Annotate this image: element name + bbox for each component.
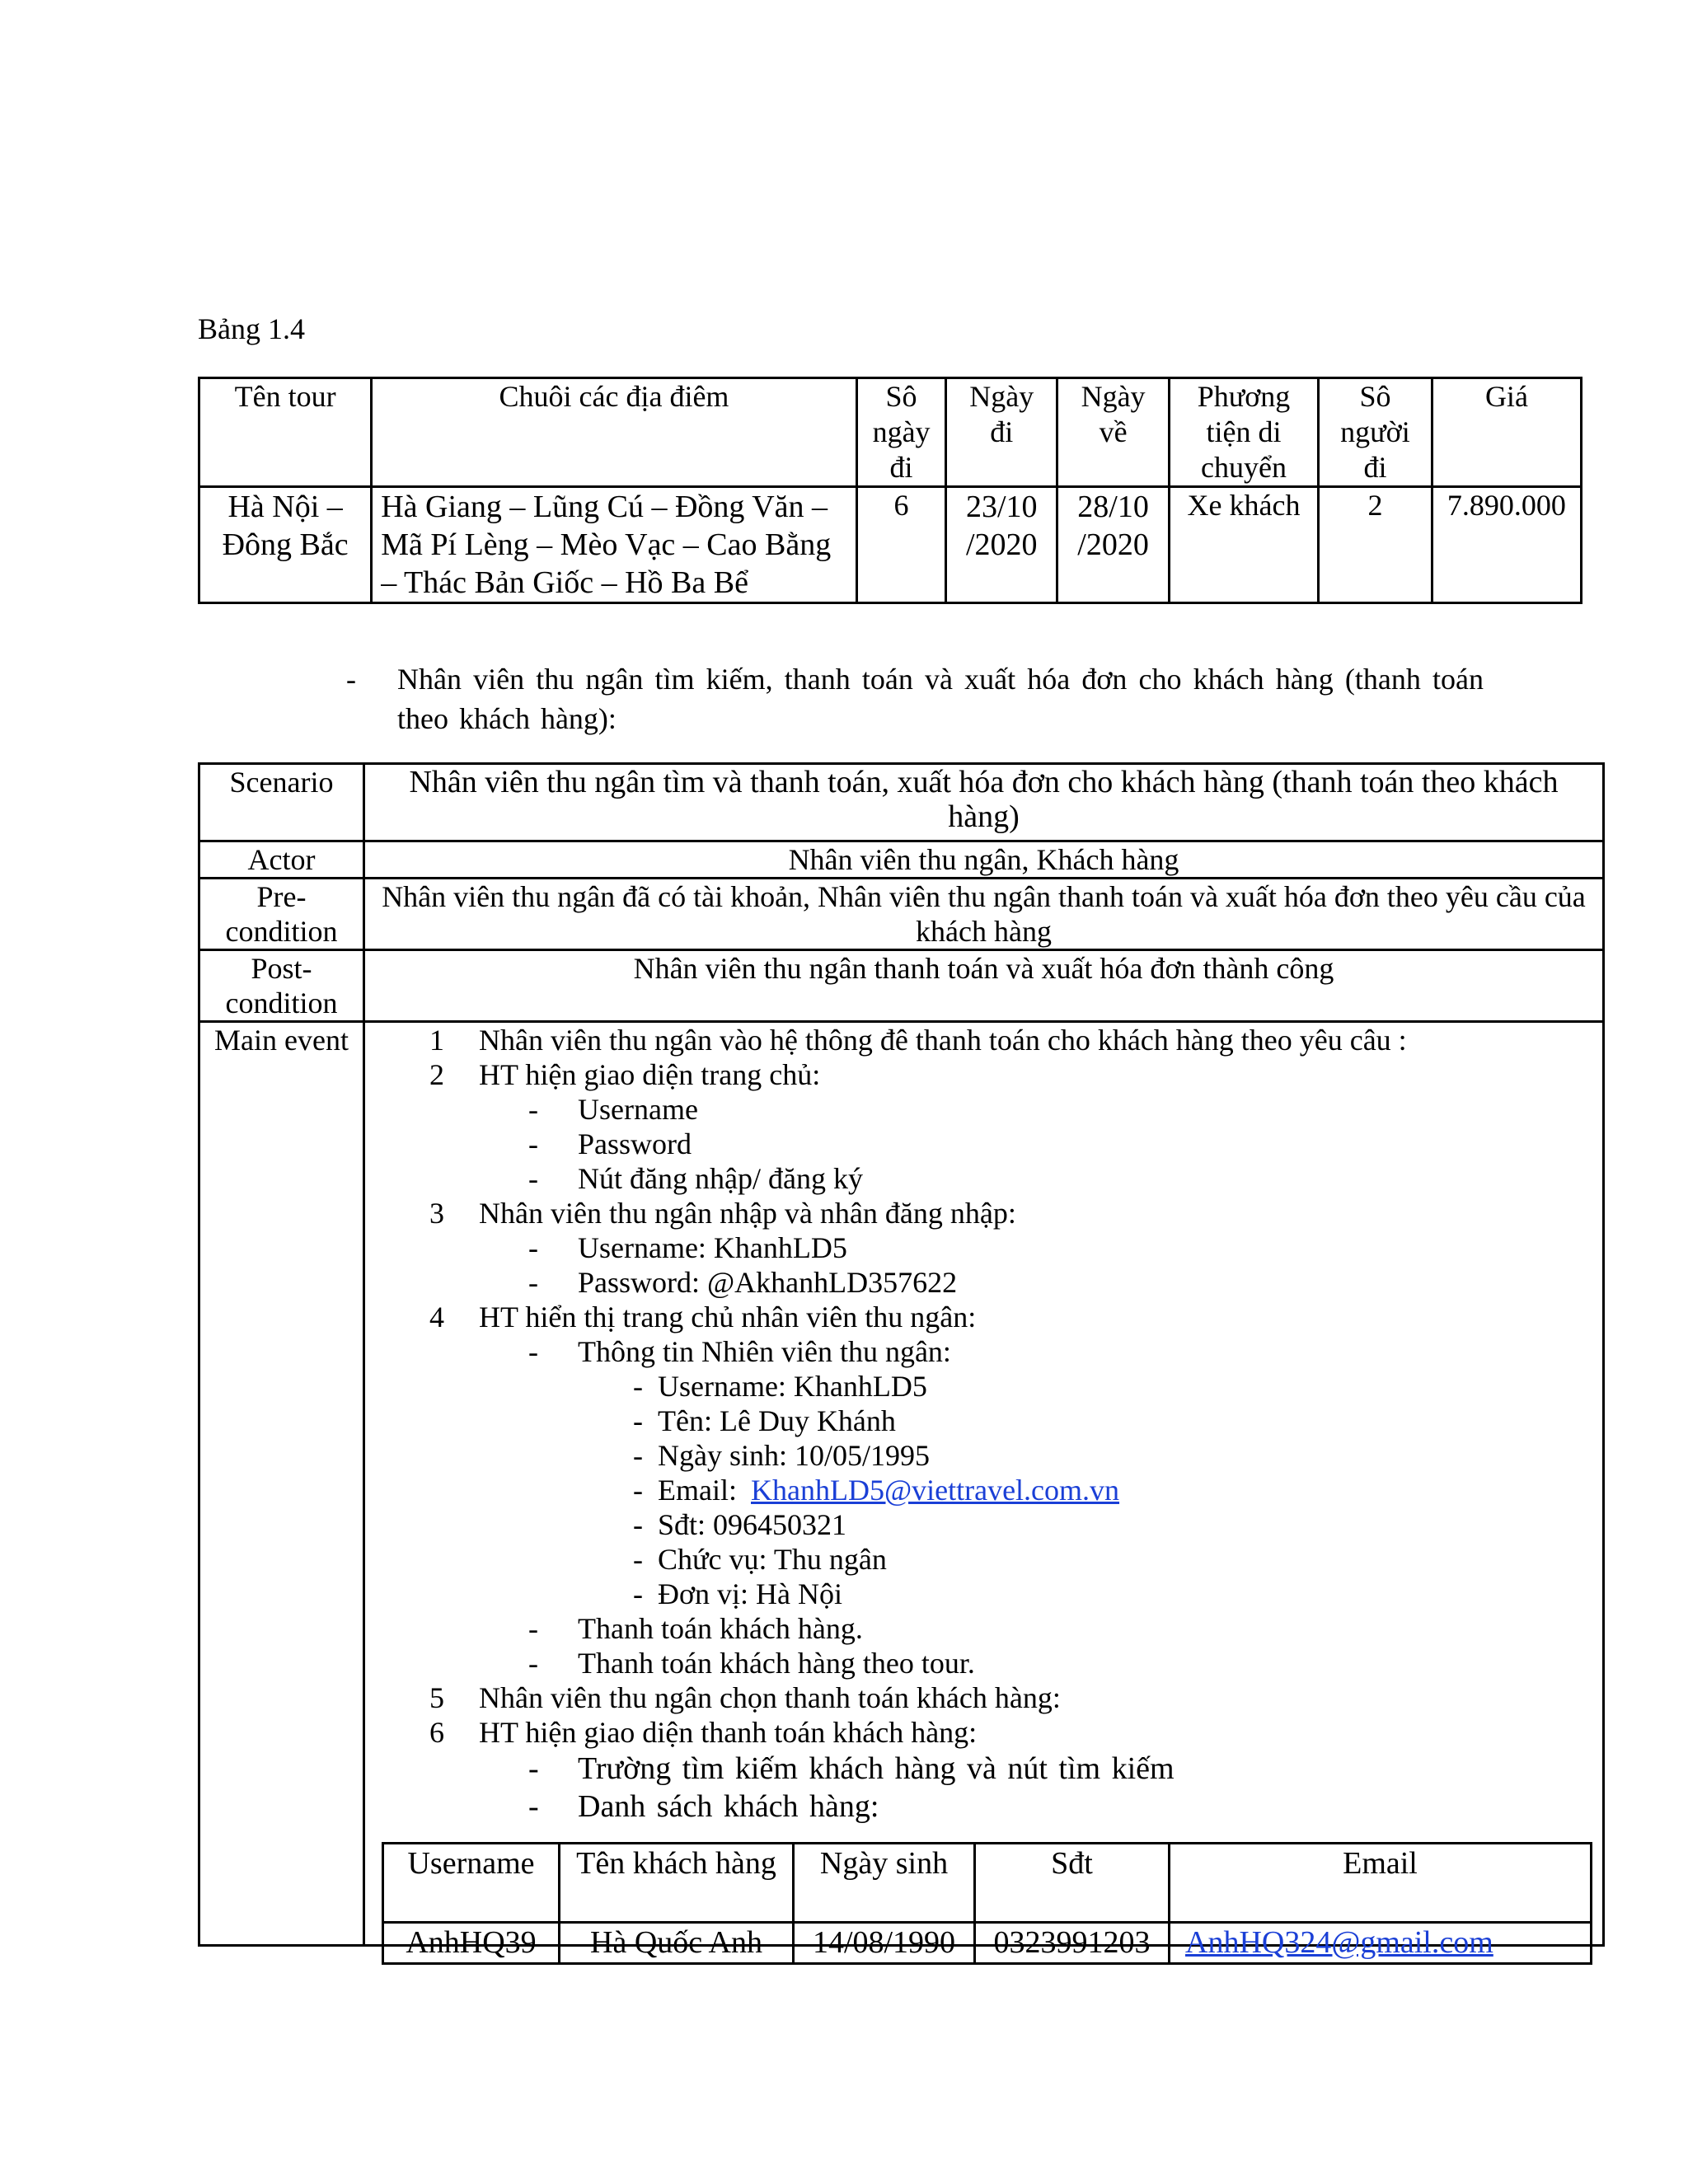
cell-chuoi: Hà Giang – Lũng Cú – Đồng Văn – Mã Pí Lèng – Mèo Vạc – Cao Bằng – Thác Bản Giốc – Hồ Ba Bể [372, 487, 857, 603]
dash: - [528, 1266, 538, 1299]
dash: - [528, 1751, 539, 1786]
dash: - [633, 1439, 643, 1472]
header-birthday: Ngày sinh [794, 1844, 975, 1923]
step-number: 6 [429, 1716, 444, 1749]
info-birthday: Ngày sinh: 10/05/1995 [658, 1439, 930, 1472]
tour-table [198, 377, 1582, 604]
dash: - [528, 1093, 538, 1126]
list-item: Thông tin Nhiên viên thu ngân: [578, 1335, 951, 1368]
step-text: HT hiện giao diện thanh toán khách hàng: [479, 1716, 978, 1749]
cell-customer-name: Hà Quốc Anh [560, 1923, 794, 1964]
customer-table [382, 1842, 1592, 1965]
header-customer-name: Tên khách hàng [560, 1844, 794, 1923]
cell-email [1170, 1923, 1592, 1964]
row-actor [199, 841, 1604, 879]
list-item: Password: @AkhanhLD357622 [578, 1266, 958, 1299]
main-event-content [364, 1022, 1604, 1960]
label-scenario: Scenario [199, 764, 364, 841]
list-item: Thanh toán khách hàng theo tour. [578, 1647, 975, 1680]
dash: - [633, 1508, 643, 1541]
dash: - [528, 1162, 538, 1195]
tour-header-row [199, 378, 1582, 487]
use-case-table [198, 762, 1605, 1960]
header-username: Username [383, 1844, 560, 1923]
list-item: Password [578, 1127, 692, 1160]
header-so-ngay: Sô ngày đi [856, 378, 946, 487]
header-email: Email [1170, 1844, 1592, 1923]
dash: - [528, 1612, 538, 1645]
header-ngay-di: Ngày đi [946, 378, 1057, 487]
row-scenario [199, 764, 1604, 841]
dash: - [528, 1335, 538, 1368]
cell-username: AnhHQ39 [383, 1923, 560, 1964]
list-item: Nút đăng nhập/ đăng ký [578, 1162, 863, 1195]
step-number: 2 [429, 1058, 444, 1091]
info-email-label: Email: [658, 1474, 737, 1507]
step-number: 5 [429, 1681, 444, 1714]
header-chuoi: Chuôi các địa điêm [372, 378, 857, 487]
cell-so-ngay: 6 [856, 487, 946, 603]
table-caption: Bảng 1.4 [198, 312, 305, 345]
value-precondition: Nhân viên thu ngân đã có tài khoản, Nhân viên thu ngân thanh toán và xuất hóa đơn theo yêu cầu của khách hàng [364, 879, 1604, 950]
cell-ngay-ve: 28/10 /2020 [1057, 487, 1170, 603]
dash: - [528, 1127, 538, 1160]
table-row[interactable] [383, 1923, 1592, 1964]
dash: - [633, 1577, 643, 1610]
dash: - [528, 1789, 539, 1824]
info-email-link[interactable]: KhanhLD5@viettravel.com.vn [751, 1474, 1120, 1507]
dash: - [528, 1647, 538, 1680]
customer-email-link[interactable]: AnhHQ324@gmail.com [1185, 1925, 1493, 1960]
dash: - [633, 1370, 643, 1403]
list-item: Trường tìm kiếm khách hàng và nút tìm kiếm [578, 1751, 1175, 1786]
step-text: Nhân viên thu ngân nhập và nhân đăng nhập: [479, 1197, 1016, 1230]
list-item: Danh sách khách hàng: [578, 1789, 879, 1824]
tour-data-row [199, 487, 1582, 603]
value-scenario: Nhân viên thu ngân tìm và thanh toán, xuất hóa đơn cho khách hàng (thanh toán theo khách hàng) [364, 764, 1604, 841]
header-ngay-ve: Ngày về [1057, 378, 1170, 487]
dash: - [633, 1543, 643, 1576]
dash: - [633, 1404, 643, 1437]
step-text: Nhân viên thu ngân chọn thanh toán khách hàng: [479, 1681, 1061, 1714]
cell-ngay-di: 23/10 /2020 [946, 487, 1057, 603]
intro-text: Nhân viên thu ngân tìm kiếm, thanh toán và xuất hóa đơn cho khách hàng (thanh toán theo khách hàng): [397, 663, 1484, 735]
list-item: Thanh toán khách hàng. [578, 1612, 863, 1645]
customer-header-row [383, 1844, 1592, 1923]
label-precondition: Pre-condition [199, 879, 364, 950]
header-ten-tour: Tên tour [199, 378, 372, 487]
cell-so-nguoi: 2 [1319, 487, 1432, 603]
header-phone: Sđt [975, 1844, 1170, 1923]
step-text: HT hiện giao diện trang chủ: [479, 1058, 821, 1091]
label-postcondition: Post-condition [199, 950, 364, 1022]
step-number: 4 [429, 1301, 444, 1333]
info-position: Chức vụ: Thu ngân [658, 1543, 887, 1576]
info-unit: Đơn vị: Hà Nội [658, 1577, 843, 1610]
step-number: 3 [429, 1197, 444, 1230]
row-precondition [199, 879, 1604, 950]
label-main-event: Main event [199, 1022, 364, 1946]
dash: - [528, 1231, 538, 1264]
cell-ten-tour: Hà Nội – Đông Bắc [199, 487, 372, 603]
row-main-event [199, 1022, 1604, 1946]
cell-phone: 0323991203 [975, 1923, 1170, 1964]
info-username: Username: KhanhLD5 [658, 1370, 927, 1403]
label-actor: Actor [199, 841, 364, 879]
header-phuong-tien: Phương tiện di chuyển [1169, 378, 1318, 487]
step-number: 1 [429, 1024, 444, 1057]
list-item: Username [578, 1093, 698, 1126]
list-item: Username: KhanhLD5 [578, 1231, 847, 1264]
value-postcondition: Nhân viên thu ngân thanh toán và xuất hóa đơn thành công [364, 950, 1604, 1022]
step-text: Nhân viên thu ngân vào hệ thông đê thanh toán cho khách hàng theo yêu câu : [479, 1024, 1407, 1057]
cell-phuong-tien: Xe khách [1169, 487, 1318, 603]
row-postcondition [199, 950, 1604, 1022]
header-so-nguoi: Sô người đi [1319, 378, 1432, 487]
cell-birthday: 14/08/1990 [794, 1923, 975, 1964]
step-text: HT hiển thị trang chủ nhân viên thu ngân: [479, 1301, 977, 1333]
value-actor: Nhân viên thu ngân, Khách hàng [364, 841, 1604, 879]
bullet-dash: - [346, 663, 356, 696]
dash: - [633, 1474, 643, 1507]
header-gia: Giá [1432, 378, 1581, 487]
info-name: Tên: Lê Duy Khánh [658, 1404, 896, 1437]
info-phone: Sđt: 096450321 [658, 1508, 847, 1541]
cell-gia: 7.890.000 [1432, 487, 1581, 603]
intro-bullet [346, 659, 1484, 738]
